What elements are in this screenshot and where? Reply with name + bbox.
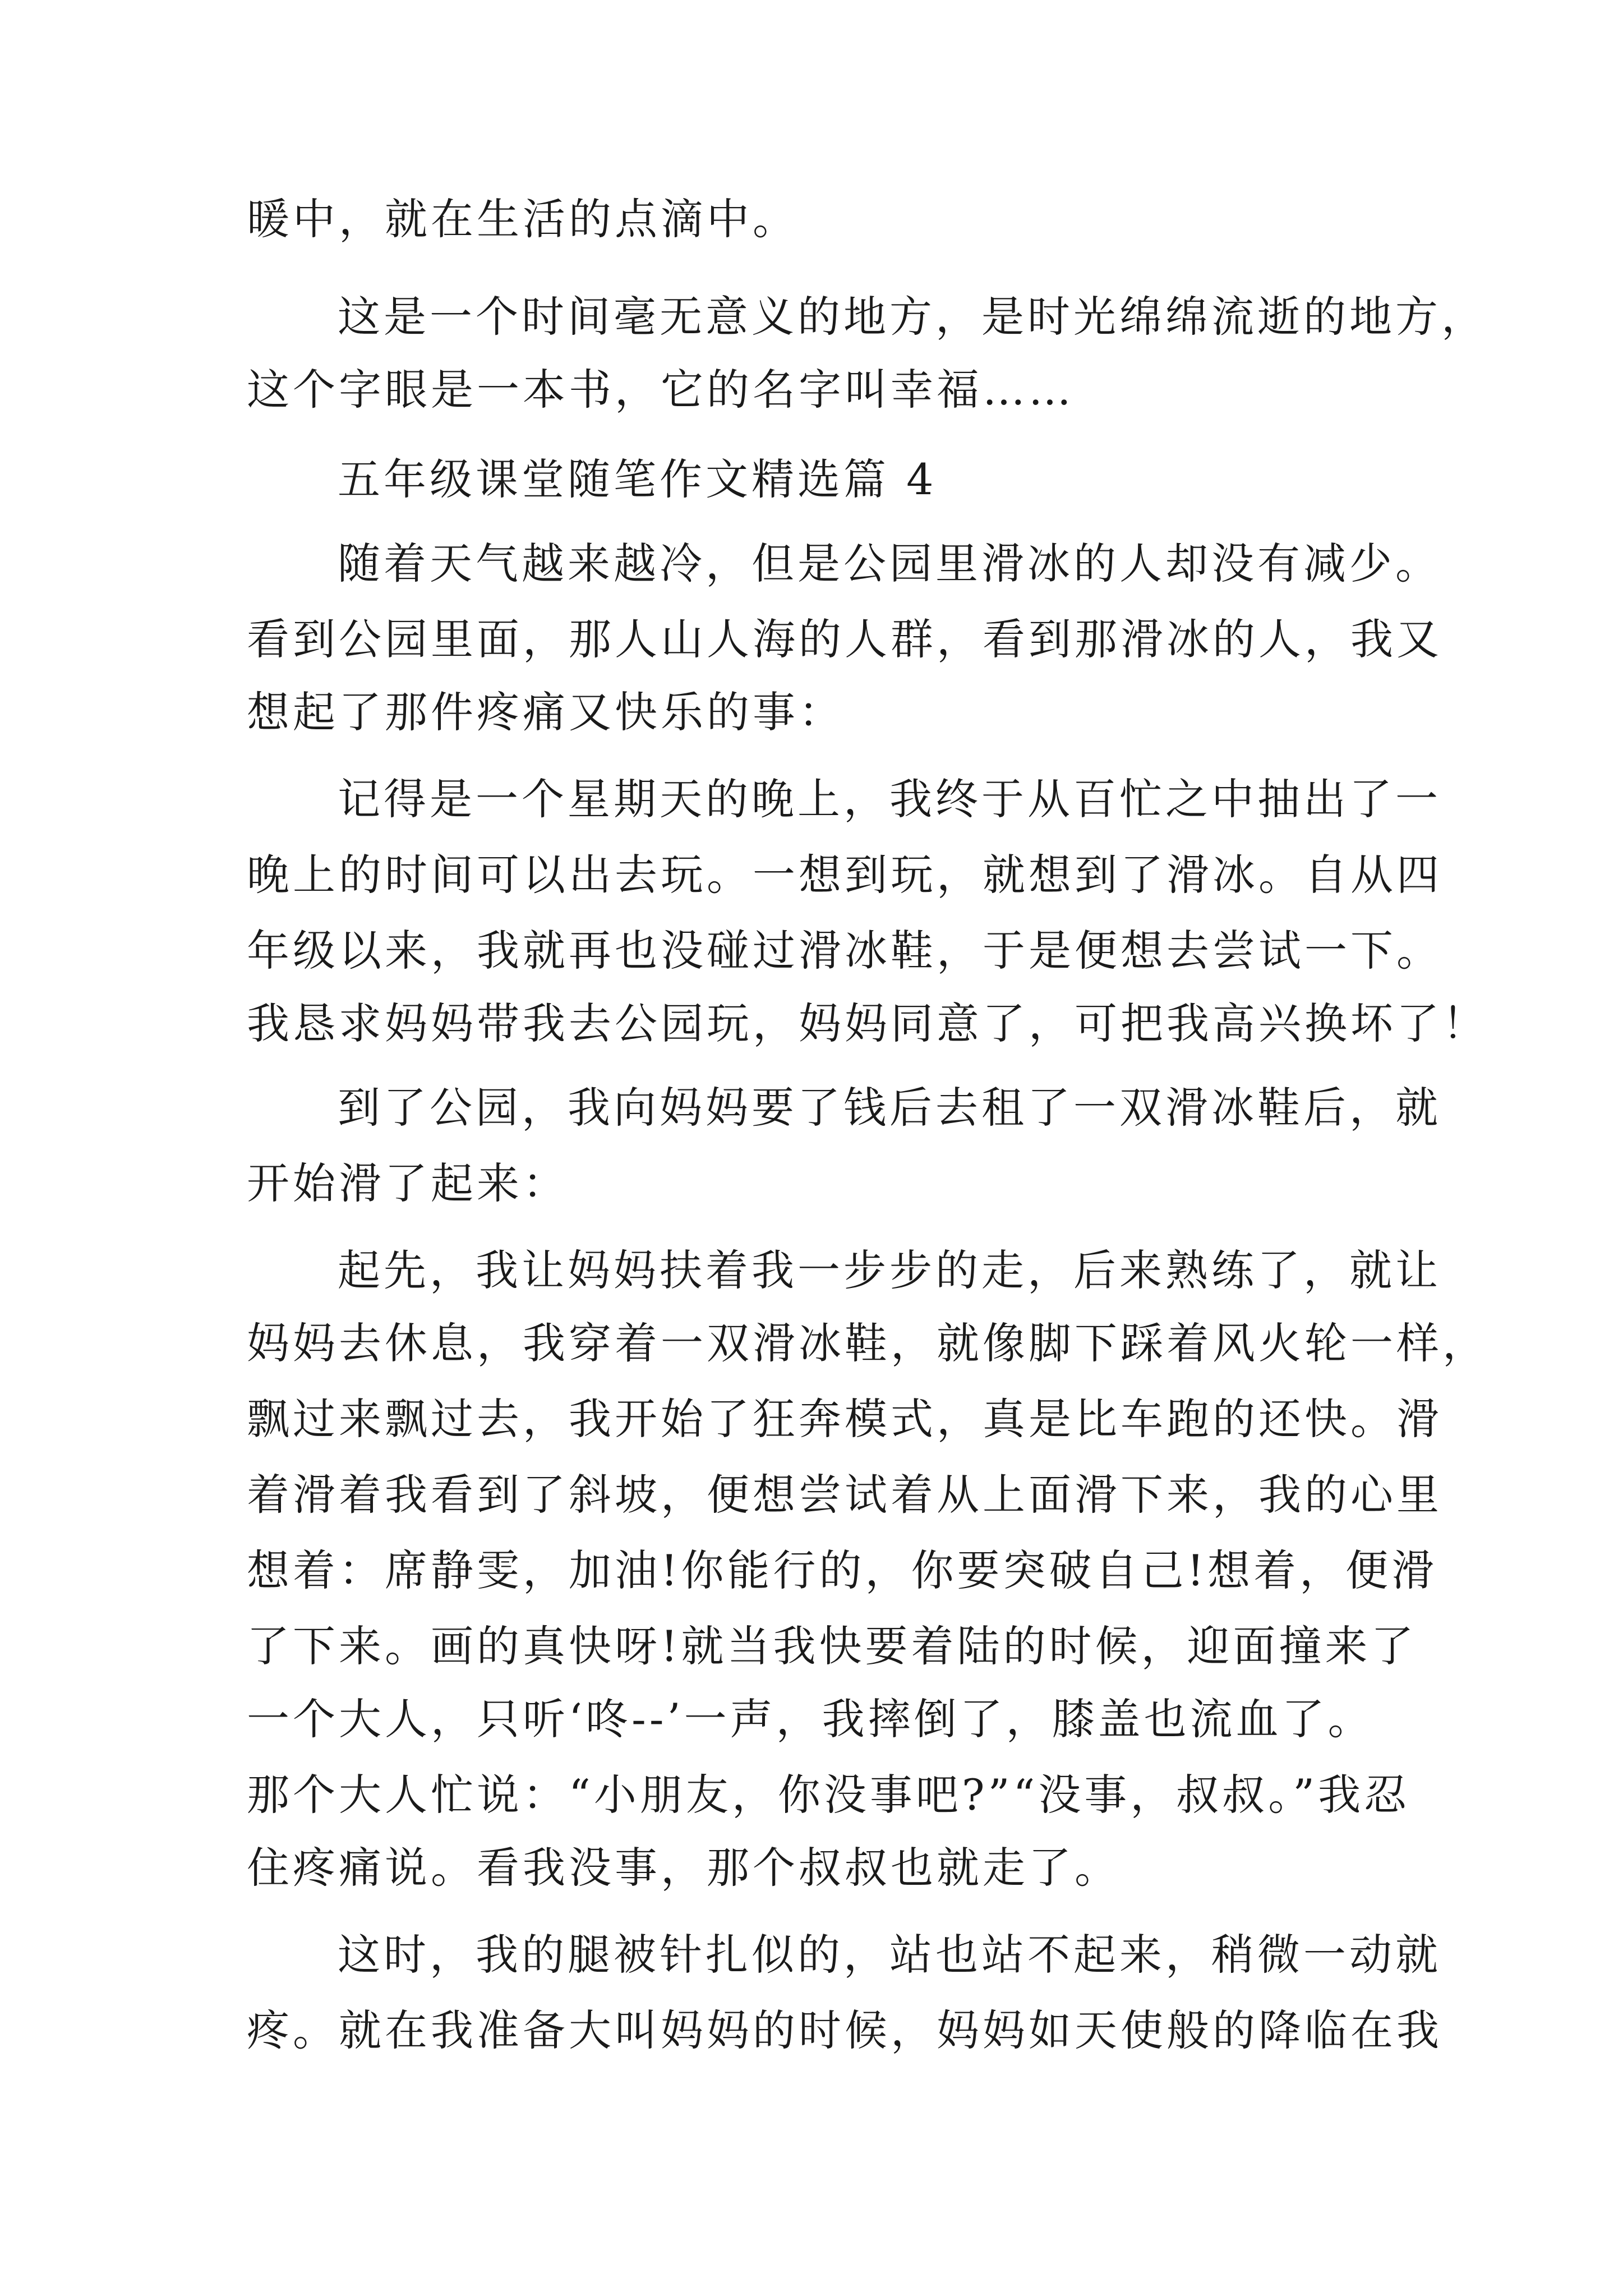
text-line: 着滑着我看到了斜坡，便想尝试着从上面滑下来，我的心里: [247, 1470, 1442, 1520]
text-line: 想着：席静雯，加油!你能行的，你要突破自己!想着，便滑: [247, 1545, 1438, 1595]
text-line: 晚上的时间可以出去玩。一想到玩，就想到了滑冰。自从四: [247, 850, 1442, 900]
text-line: 飘过来飘过去，我开始了狂奔模式，真是比车跑的还快。滑: [247, 1394, 1442, 1444]
text-line: 住疼痛说。看我没事，那个叔叔也就走了。: [247, 1843, 1121, 1893]
text-line: 这个字眼是一本书，它的名字叫幸福……: [247, 365, 1075, 415]
section-heading: 五年级课堂随笔作文精选篇 4: [338, 454, 937, 504]
text-line: 年级以来，我就再也没碰过滑冰鞋，于是便想去尝试一下。: [247, 926, 1442, 976]
text-line: 起先，我让妈妈扶着我一步步的走，后来熟练了，就让: [338, 1245, 1441, 1295]
text-line: 这时，我的腿被针扎似的，站也站不起来，稍微一动就: [338, 1930, 1441, 1980]
text-line: 一个大人，只听‘咚--’一声，我摔倒了，膝盖也流血了。: [247, 1694, 1374, 1744]
text-line: 妈妈去休息，我穿着一双滑冰鞋，就像脚下踩着风火轮一样，: [247, 1318, 1488, 1368]
text-line: 到了公园，我向妈妈要了钱后去租了一双滑冰鞋后，就: [338, 1083, 1441, 1133]
text-line: 想起了那件疼痛又快乐的事：: [247, 687, 845, 737]
text-line: 那个大人忙说：“小朋友，你没事吧?”“没事，叔叔。”我忍: [247, 1770, 1410, 1820]
text-line: 了下来。画的真快呀!就当我快要着陆的时候，迎面撞来了: [247, 1621, 1417, 1671]
text-line: 暖中，就在生活的点滴中。: [247, 194, 799, 244]
text-line: 看到公园里面，那人山人海的人群，看到那滑冰的人，我又: [247, 614, 1442, 664]
text-line: 随着天气越来越冷，但是公园里滑冰的人却没有减少。: [338, 539, 1441, 588]
text-line: 这是一个时间毫无意义的地方，是时光绵绵流逝的地方，: [338, 292, 1487, 342]
text-line: 疼。就在我准备大叫妈妈的时候，妈妈如天使般的降临在我: [247, 2005, 1442, 2055]
text-line: 我恳求妈妈带我去公园玩，妈妈同意了，可把我高兴换坏了！: [247, 999, 1488, 1048]
text-line: 开始滑了起来：: [247, 1158, 569, 1208]
text-line: 记得是一个星期天的晚上，我终于从百忙之中抽出了一: [338, 774, 1441, 824]
